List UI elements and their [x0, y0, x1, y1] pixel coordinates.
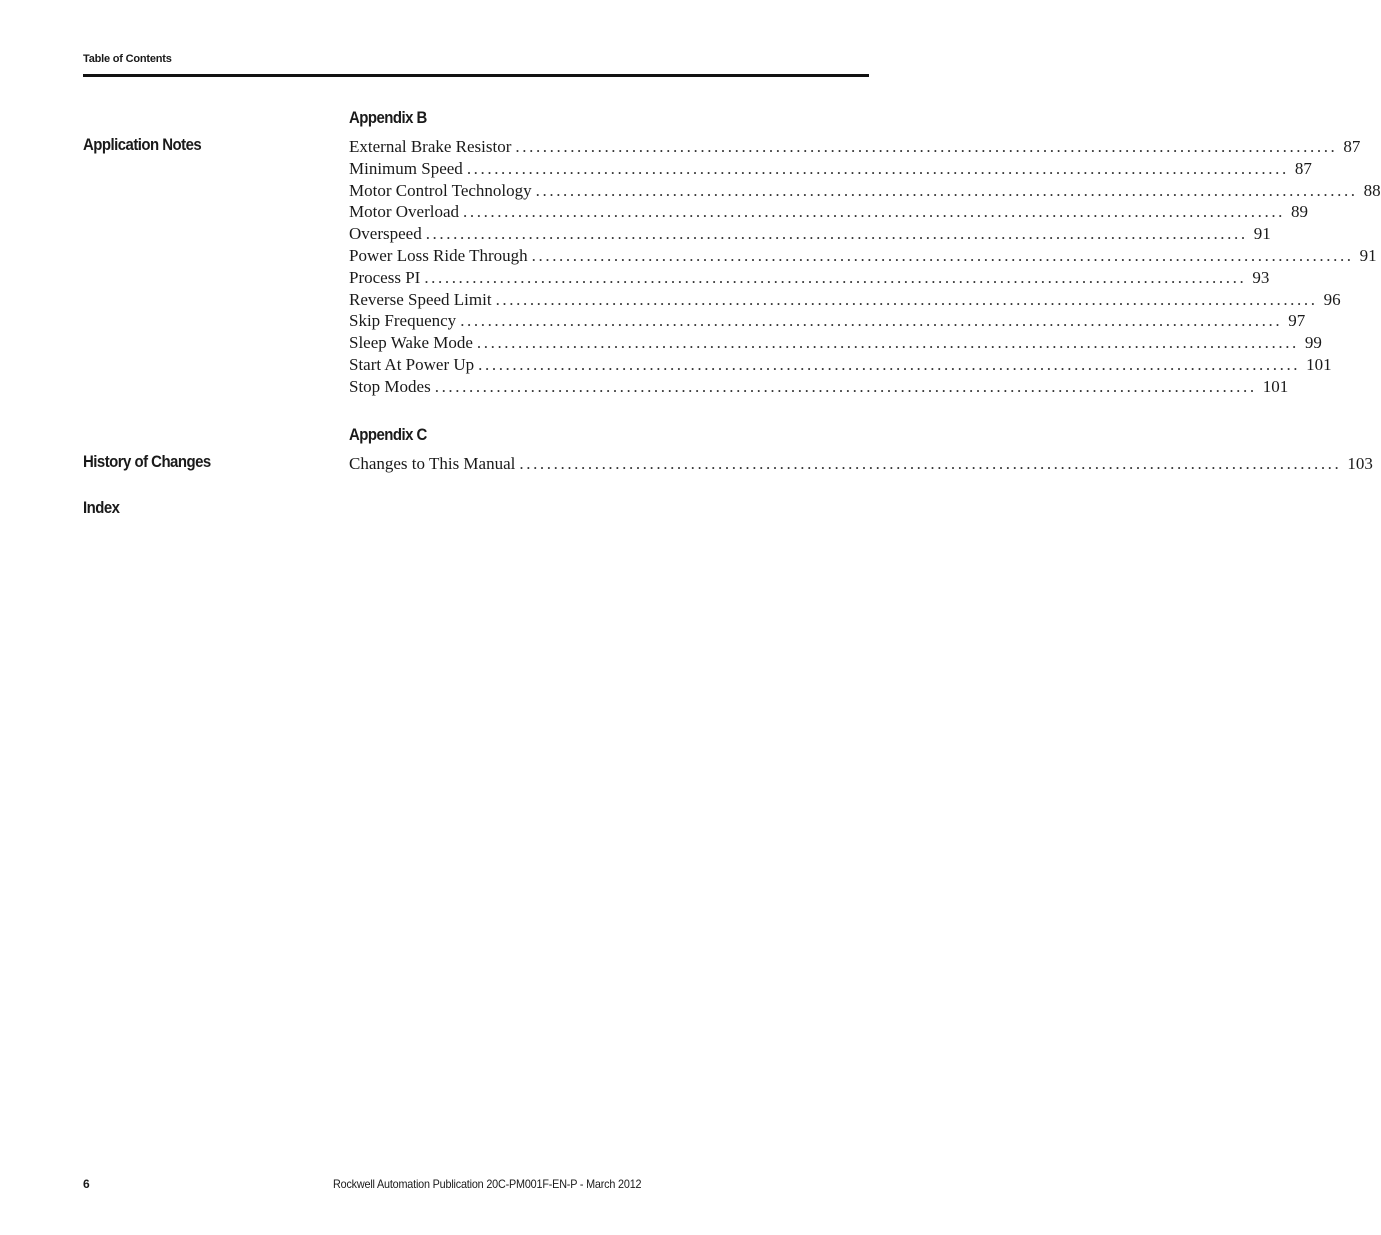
toc-entry[interactable] [349, 245, 1377, 267]
leader-dots: ........................................................................................................................ [466, 158, 1289, 178]
toc-entry[interactable] [349, 453, 1373, 475]
toc-entry[interactable] [349, 332, 1322, 354]
toc-entry[interactable] [349, 376, 1289, 398]
toc-entry-title: Stop Modes [349, 376, 431, 396]
section-application-notes[interactable]: Application Notes [83, 135, 202, 154]
footer-page-number: 6 [83, 1177, 90, 1191]
leader-dots: ........................................................................................................................ [478, 354, 1301, 374]
appendix-b-heading: Appendix B [349, 108, 427, 127]
toc-entry-page: 87 [1343, 137, 1361, 156]
leader-dots: ........................................................................................................................ [515, 137, 1338, 156]
appendix-c-heading: Appendix C [349, 425, 427, 444]
leader-dots: ........................................................................................................................ [531, 245, 1354, 265]
toc-entry[interactable] [349, 289, 1341, 311]
appendix-b-entries [349, 136, 1381, 398]
toc-entry-title: External Brake Resistor [349, 137, 512, 156]
toc-entry-title: Minimum Speed [349, 158, 463, 178]
toc-entry-page: 99 [1304, 333, 1322, 353]
appendix-c-entries [349, 453, 1373, 475]
toc-entry[interactable] [349, 354, 1332, 376]
toc-entry[interactable] [349, 180, 1381, 202]
toc-entry-page: 103 [1347, 454, 1373, 473]
toc-entry-page: 97 [1288, 311, 1306, 331]
leader-dots: ........................................................................................................................ [425, 224, 1248, 244]
toc-entry-title: Reverse Speed Limit [349, 289, 492, 309]
toc-entry-title: Start At Power Up [349, 354, 475, 374]
section-history-of-changes[interactable]: History of Changes [83, 452, 211, 471]
toc-entry-title: Motor Overload [349, 202, 460, 222]
toc-entry-title: Skip Frequency [349, 311, 457, 331]
toc-entry[interactable] [349, 201, 1309, 223]
toc-entry[interactable] [349, 223, 1271, 245]
toc-entry[interactable] [349, 310, 1306, 332]
leader-dots: ........................................................................................................................ [434, 376, 1257, 396]
toc-entry-page: 101 [1262, 376, 1289, 396]
toc-entry-title: Power Loss Ride Through [349, 245, 528, 265]
toc-entry-page: 96 [1323, 289, 1341, 309]
toc-entry-title: Process PI [349, 267, 421, 287]
toc-entry-page: 89 [1291, 202, 1309, 222]
leader-dots: ........................................................................................................................ [535, 180, 1358, 200]
toc-entry-page: 87 [1294, 158, 1312, 178]
toc-entry-page: 88 [1363, 180, 1381, 200]
toc-entry-title: Changes to This Manual [349, 454, 516, 473]
running-head: Table of Contents [83, 53, 172, 65]
toc-entry-page: 91 [1359, 245, 1377, 265]
leader-dots: ........................................................................................................................ [460, 311, 1283, 331]
leader-dots: ........................................................................................................................ [495, 289, 1318, 309]
header-rule [83, 74, 869, 77]
toc-entry[interactable] [349, 267, 1270, 289]
toc-entry[interactable] [349, 136, 1361, 158]
footer-publication: Rockwell Automation Publication 20C-PM001F-EN-P - March 2012 [333, 1177, 642, 1191]
toc-entry[interactable] [349, 158, 1312, 180]
toc-entry-title: Motor Control Technology [349, 180, 532, 200]
toc-entry-page: 93 [1252, 267, 1270, 287]
toc-entry-page: 91 [1253, 224, 1271, 244]
toc-entry-title: Overspeed [349, 224, 422, 244]
toc-entry-title: Sleep Wake Mode [349, 333, 473, 353]
leader-dots: ........................................................................................................................ [424, 267, 1247, 287]
section-index[interactable]: Index [83, 498, 120, 517]
leader-dots: ........................................................................................................................ [476, 333, 1299, 353]
leader-dots: ........................................................................................................................ [519, 454, 1342, 473]
leader-dots: ........................................................................................................................ [463, 202, 1286, 222]
toc-entry-page: 101 [1306, 354, 1332, 374]
